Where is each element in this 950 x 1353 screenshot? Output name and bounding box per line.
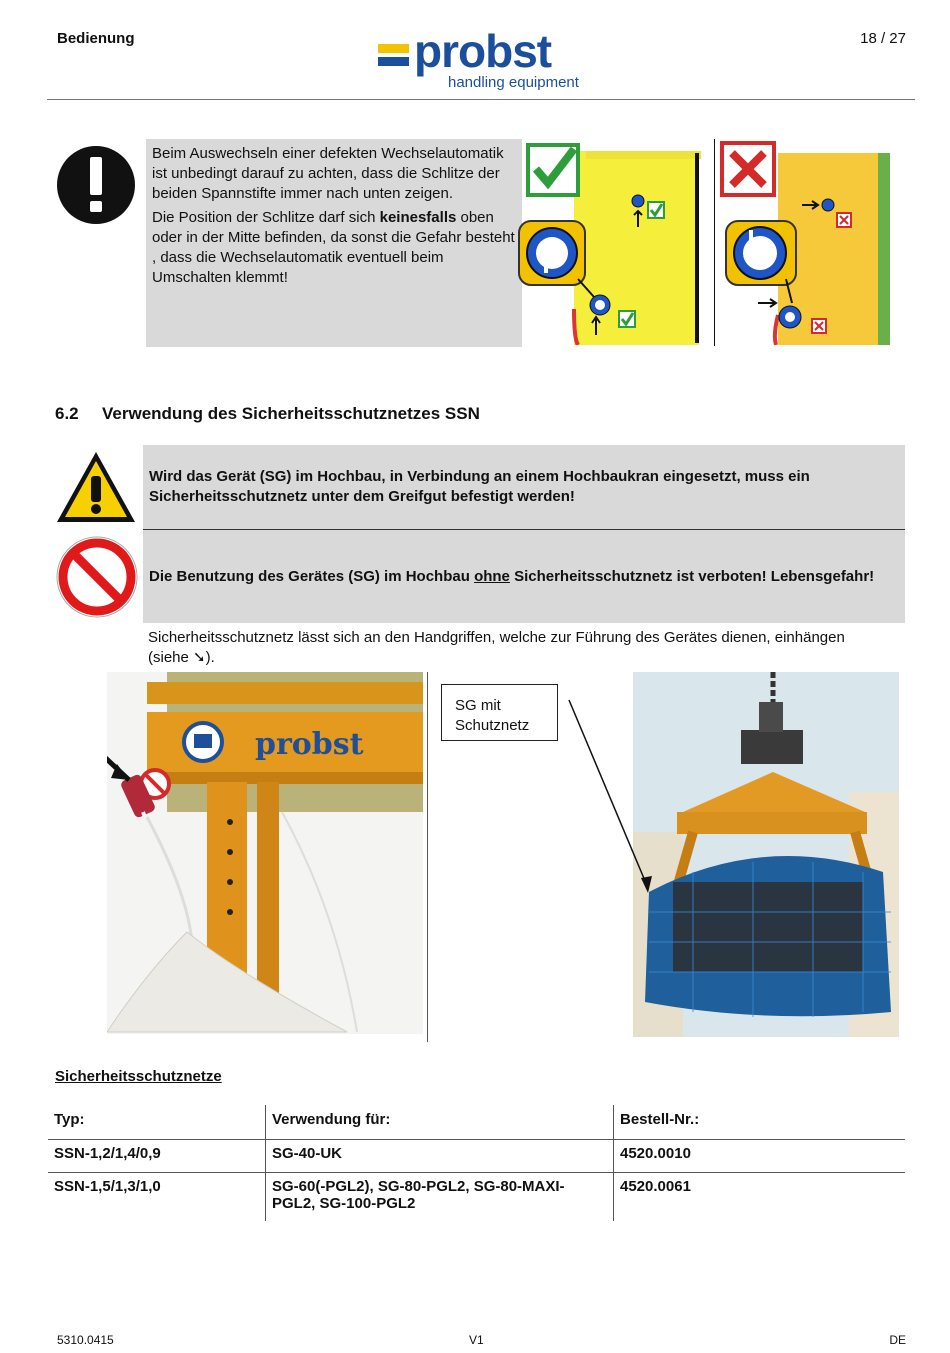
- logo-tagline: handling equipment: [448, 74, 579, 91]
- header-section-title: Bedienung: [57, 30, 135, 47]
- section-number: 6.2: [55, 404, 79, 423]
- cell-type: SSN-1,5/1,3/1,0: [48, 1173, 266, 1222]
- notice-para-1: Beim Auswechseln einer defekten Wechselautomatik ist unbedingt darauf zu achten, dass die Schlitze der beiden Spannstifte immer nach unten zeigen.: [152, 145, 504, 202]
- check-icon-large: [528, 145, 578, 195]
- table-row: [48, 1173, 905, 1222]
- col-header-usage: Verwendung für:: [266, 1105, 614, 1140]
- table-row: [48, 1140, 905, 1173]
- probst-logo: [378, 25, 593, 96]
- footer-version: V1: [469, 1333, 484, 1347]
- prohibition-icon: [55, 535, 139, 619]
- photo-device-with-net: [633, 672, 899, 1037]
- page-number: 18 / 27: [860, 30, 906, 47]
- photo-divider: [427, 672, 428, 1042]
- footer-language: DE: [889, 1333, 906, 1347]
- arrow-down-right-icon: ➘: [193, 649, 206, 666]
- footer-doc-number: 5310.0415: [57, 1333, 114, 1347]
- logo-bar-yellow: [378, 44, 409, 53]
- col-header-type: Typ:: [48, 1105, 266, 1140]
- notice-para-2-end: oben oder in der Mitte befinden, da sonst die Gefahr besteht , dass die Wechselautomatik eventuell beim Umschalten klemmt!: [152, 209, 515, 286]
- callout-line-1: SG mit: [455, 697, 501, 714]
- callout-line-2: Schutznetz: [455, 717, 530, 734]
- notice-para-2: [152, 208, 516, 288]
- intro-text: Sicherheitsschutznetz lässt sich an den Handgriffen, welche zur Führung des Gerätes dienen, einhängen (siehe: [148, 629, 845, 666]
- cell-usage: SG-40-UK: [266, 1140, 614, 1173]
- warning-triangle-icon: [54, 448, 138, 526]
- prohibition-text-end: Sicherheitsschutznetz ist verboten! Lebensgefahr!: [509, 568, 875, 585]
- table-header-row: [48, 1105, 905, 1140]
- exclamation-icon: [56, 145, 136, 225]
- notice-para-2-start: Die Position der Schlitze darf sich: [152, 209, 380, 226]
- header-divider: [47, 99, 915, 100]
- net-spec-table: [48, 1105, 905, 1221]
- cell-type: SSN-1,2/1,4/0,9: [48, 1140, 266, 1173]
- notice-para-2-bold: keinesfalls: [379, 209, 457, 226]
- logo-wordmark: probst: [414, 25, 552, 77]
- frame-brand-text: probst: [255, 727, 364, 762]
- notice-text: [152, 144, 516, 292]
- figure-wrong-slot-position: [718, 139, 893, 345]
- logo-bar-blue: [378, 57, 409, 66]
- section-title: Verwendung des Sicherheitsschutznetzes SSN: [102, 404, 480, 423]
- prohibition-text: [149, 567, 899, 587]
- prohibition-text-start: Die Benutzung des Gerätes (SG) im Hochbau: [149, 568, 475, 585]
- photo-handle-with-net: [107, 672, 423, 1034]
- col-header-order-no: Bestell-Nr.:: [614, 1105, 906, 1140]
- cell-usage: SG-60(-PGL2), SG-80-PGL2, SG-80-MAXI-PGL2, SG-100-PGL2: [266, 1173, 614, 1222]
- cell-order-no: 4520.0061: [620, 1178, 691, 1195]
- cross-icon-large: [722, 143, 774, 195]
- intro-close: ).: [205, 649, 215, 666]
- warning-text: Wird das Gerät (SG) im Hochbau, in Verbindung an einem Hochbaukran eingesetzt, muss ein Sicherheitsschutznetz unter dem Greifgut befestigt werden!: [149, 468, 810, 505]
- table-title: Sicherheitsschutznetze: [55, 1068, 222, 1085]
- cell-order-no: 4520.0010: [614, 1140, 906, 1173]
- figure-correct-slot-position: [516, 139, 706, 345]
- prohibition-text-underlined: ohne: [474, 568, 510, 585]
- figure-divider: [714, 139, 715, 346]
- net-intro-paragraph: [148, 628, 888, 668]
- photo-callout-box: [441, 684, 558, 741]
